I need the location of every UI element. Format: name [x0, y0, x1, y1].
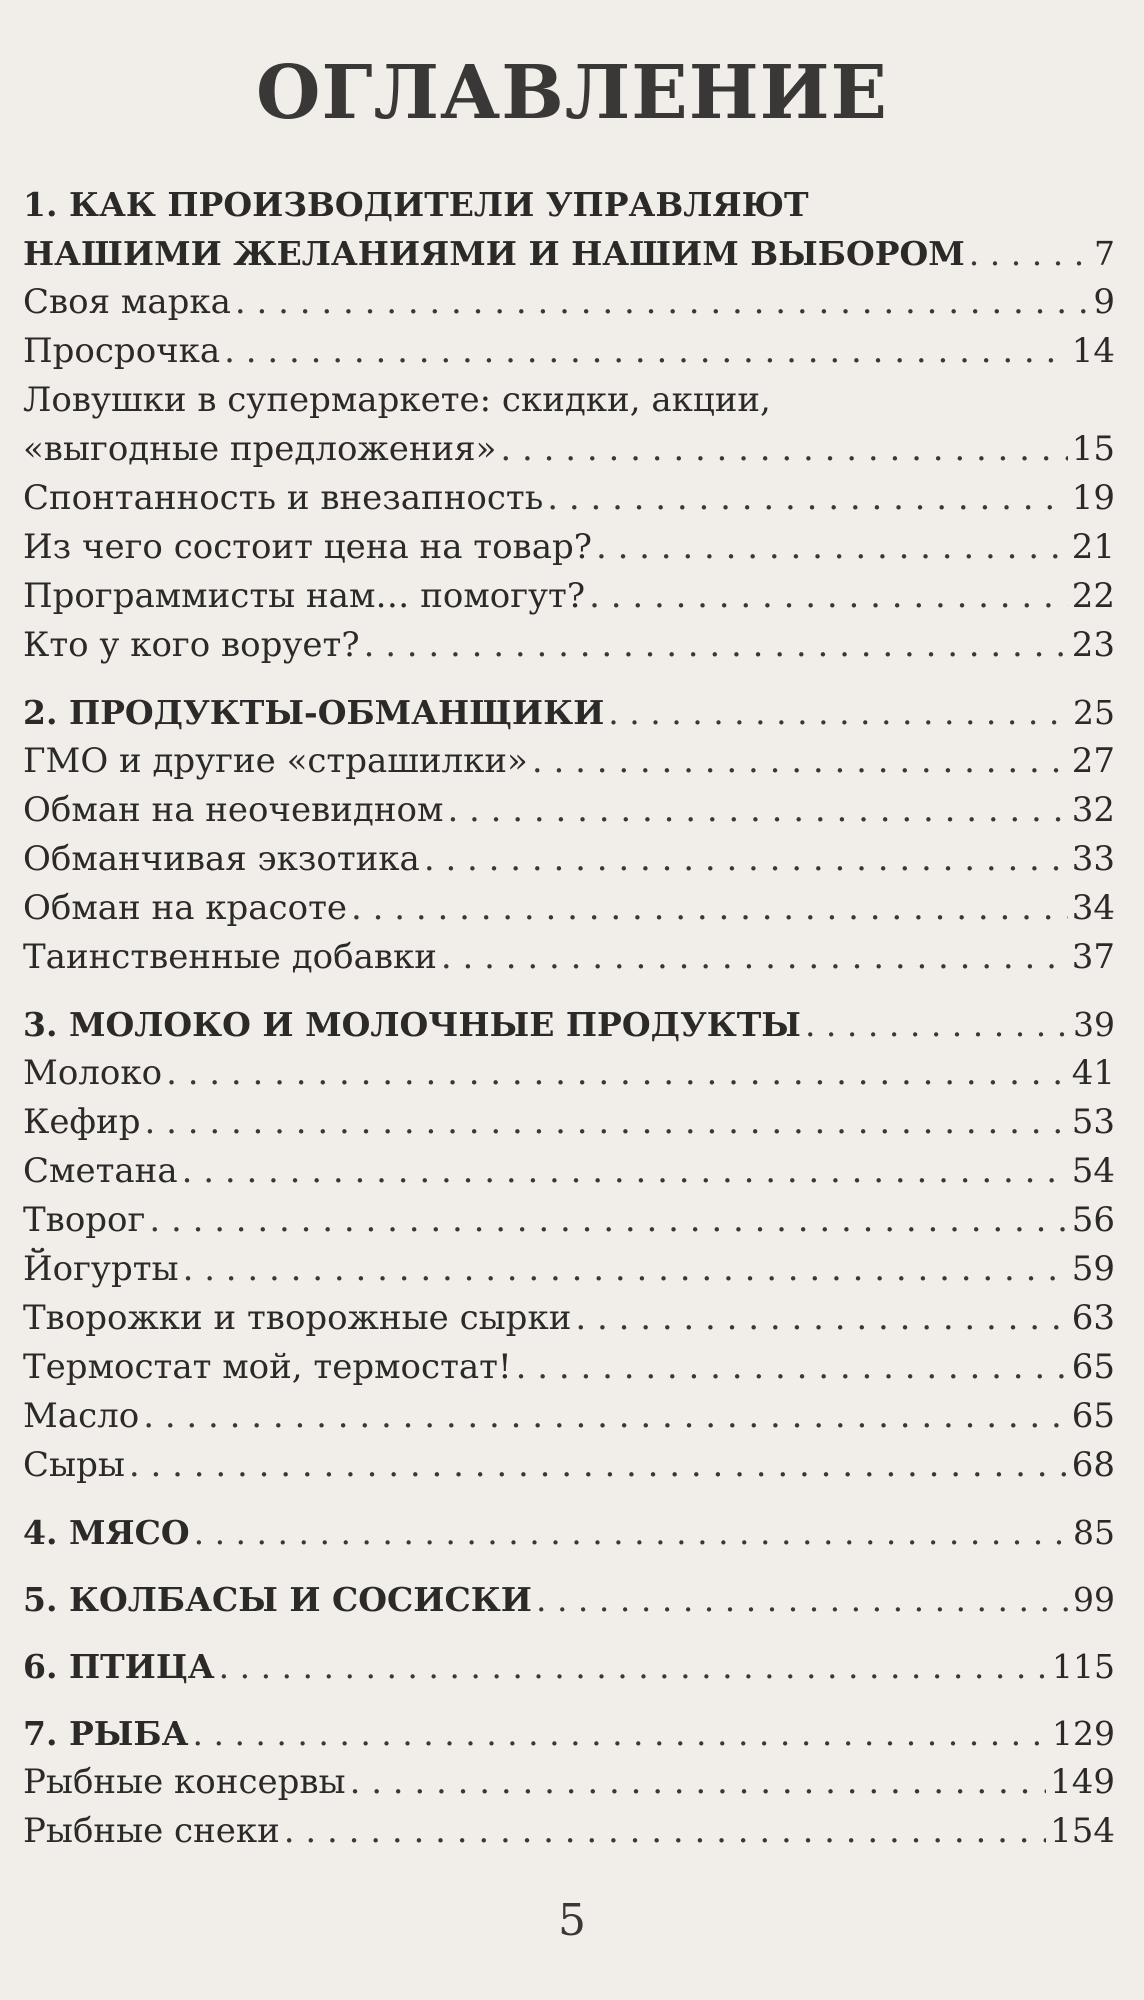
dot-leader [351, 884, 1068, 933]
dot-leader [166, 1049, 1068, 1098]
toc-chapter-title: 2. ПРОДУКТЫ-ОБМАНЩИКИ [23, 693, 605, 732]
toc-chapter-title: 5. КОЛБАСЫ И СОСИСКИ [23, 1580, 532, 1619]
toc-page-number: 33 [1071, 839, 1115, 879]
toc-entry-row [23, 1807, 1115, 1856]
toc-page-number: 34 [1071, 888, 1115, 928]
toc-chapter-row [23, 1000, 1115, 1049]
toc-entry-row [23, 523, 1115, 572]
toc-page-number: 39 [1073, 1005, 1115, 1044]
toc-entry-row [23, 1392, 1115, 1441]
toc-page-number: 65 [1071, 1347, 1115, 1387]
toc-entry-title: Ловушки в супермаркете: скидки, акции, [23, 380, 771, 420]
toc-entry-row [23, 1147, 1115, 1196]
toc-entry-row [23, 1245, 1115, 1294]
dot-leader [143, 1392, 1068, 1441]
toc-entry-title: Спонтанность и внезапность [23, 478, 544, 518]
toc-entry-row [23, 737, 1115, 786]
toc-entry-title: Термостат мой, термостат! [23, 1347, 512, 1387]
toc-page-number: 56 [1071, 1200, 1115, 1240]
toc-entry-row [23, 278, 1115, 327]
toc-entry-row [23, 1343, 1115, 1392]
dot-leader [224, 327, 1068, 376]
toc-entry-title: Обман на красоте [23, 888, 347, 928]
toc-entry-row [23, 835, 1115, 884]
toc-page-number: 65 [1071, 1396, 1115, 1436]
toc-chapter-title: 3. МОЛОКО И МОЛОЧНЫЕ ПРОДУКТЫ [23, 1005, 801, 1044]
toc-entry-row [23, 572, 1115, 621]
toc-page-number: 54 [1071, 1151, 1115, 1191]
toc-page-number: 63 [1071, 1298, 1115, 1338]
dot-leader [194, 1508, 1069, 1557]
toc-entry-title: Кефир [23, 1102, 141, 1142]
toc-entry-row [23, 1098, 1115, 1147]
toc-page-number: 149 [1050, 1762, 1115, 1802]
toc-entry-title: Обманчивая экзотика [23, 839, 420, 879]
toc-entry-title: Кто у кого ворует? [23, 625, 360, 665]
toc-entry-title: Молоко [23, 1053, 163, 1093]
toc-page-number: 22 [1071, 576, 1115, 616]
dot-leader [424, 835, 1068, 884]
dot-leader [182, 1147, 1068, 1196]
toc-entry-row [23, 933, 1115, 982]
toc-page-number: 25 [1073, 693, 1115, 732]
toc-chapter-title: 4. МЯСО [23, 1513, 190, 1552]
dot-leader [805, 1000, 1069, 1049]
toc-entry-row [23, 376, 1115, 425]
dot-leader [219, 1642, 1048, 1691]
dot-leader [192, 1709, 1048, 1758]
toc-entry-row [23, 425, 1115, 474]
toc-entry-row [23, 1294, 1115, 1343]
toc-chapter-title: НАШИМИ ЖЕЛАНИЯМИ И НАШИМ ВЫБОРОМ [23, 234, 965, 273]
toc-entry-title: Сыры [23, 1445, 125, 1485]
dot-leader [447, 786, 1067, 835]
dot-leader [441, 933, 1068, 982]
toc-page-number: 85 [1073, 1513, 1115, 1552]
toc-page-number: 129 [1052, 1714, 1115, 1753]
dot-leader [284, 1807, 1046, 1856]
toc-entry-title: Творог [23, 1200, 146, 1240]
toc-chapter-row [23, 688, 1115, 737]
toc-page-number: 154 [1050, 1811, 1115, 1851]
toc-entry-row [23, 621, 1115, 670]
dot-leader [589, 572, 1068, 621]
toc-entry-row [23, 1049, 1115, 1098]
dot-leader [532, 737, 1068, 786]
toc-chapter-row [23, 1642, 1115, 1691]
toc-page-number: 27 [1071, 741, 1115, 781]
toc-page-number: 115 [1052, 1647, 1115, 1686]
page-title: ОГЛАВЛЕНИЕ [256, 50, 888, 136]
toc-entry-title: «выгодные предложения» [23, 429, 497, 469]
toc-chapter-row [23, 229, 1115, 278]
toc-page-number: 21 [1071, 527, 1115, 567]
toc-entry-title: Просрочка [23, 331, 221, 371]
toc-chapter-row [23, 1508, 1115, 1557]
toc-entry-row [23, 474, 1115, 523]
page-number: 5 [558, 1895, 586, 1946]
toc-entry-title: Йогурты [23, 1249, 179, 1289]
toc-page-number: 32 [1071, 790, 1115, 830]
toc-entry-title: Программисты нам… помогут? [23, 576, 586, 616]
toc-entry-title: Сметана [23, 1151, 178, 1191]
toc-chapter-row [23, 180, 1115, 229]
dot-leader [364, 621, 1068, 670]
table-of-contents [23, 180, 1115, 1856]
toc-entry-row [23, 1758, 1115, 1807]
toc-entry-row [23, 786, 1115, 835]
dot-leader [149, 1196, 1067, 1245]
toc-chapter-title: 6. ПТИЦА [23, 1647, 215, 1686]
toc-entry-row [23, 884, 1115, 933]
toc-page-number: 41 [1071, 1053, 1115, 1093]
dot-leader [596, 523, 1068, 572]
toc-page-number: 14 [1071, 331, 1115, 371]
dot-leader [183, 1245, 1068, 1294]
dot-leader [350, 1758, 1047, 1807]
toc-entry-title: Своя марка [23, 282, 231, 322]
toc-page-number: 53 [1071, 1102, 1115, 1142]
toc-entry-title: Обман на неочевидном [23, 790, 444, 830]
dot-leader [608, 688, 1069, 737]
toc-page-number: 23 [1071, 625, 1115, 665]
dot-leader [516, 1343, 1068, 1392]
toc-entry-row [23, 327, 1115, 376]
toc-entry-title: Из чего состоит цена на товар? [23, 527, 592, 567]
dot-leader [144, 1098, 1067, 1147]
dot-leader [536, 1575, 1069, 1624]
toc-chapter-title: 7. РЫБА [23, 1714, 189, 1753]
toc-page-number: 37 [1071, 937, 1115, 977]
toc-entry-row [23, 1196, 1115, 1245]
toc-page-number: 15 [1071, 429, 1115, 469]
dot-leader [969, 229, 1090, 278]
toc-entry-title: Таинственные добавки [23, 937, 437, 977]
toc-entry-title: Рыбные консервы [23, 1762, 346, 1802]
dot-leader [235, 278, 1089, 327]
toc-page-number: 99 [1073, 1580, 1115, 1619]
toc-page-number: 68 [1071, 1445, 1115, 1485]
toc-chapter-row [23, 1709, 1115, 1758]
toc-page-number: 9 [1093, 282, 1115, 322]
dot-leader [500, 425, 1067, 474]
dot-leader [129, 1441, 1068, 1490]
toc-entry-row [23, 1441, 1115, 1490]
toc-entry-title: ГМО и другие «страшилки» [23, 741, 528, 781]
toc-page-number: 59 [1071, 1249, 1115, 1289]
toc-page-number: 7 [1094, 234, 1115, 273]
dot-leader [575, 1294, 1067, 1343]
toc-entry-title: Масло [23, 1396, 140, 1436]
toc-entry-title: Творожки и творожные сырки [23, 1298, 572, 1338]
toc-page-number: 19 [1071, 478, 1115, 518]
toc-chapter-row [23, 1575, 1115, 1624]
toc-entry-title: Рыбные снеки [23, 1811, 280, 1851]
toc-chapter-title: 1. КАК ПРОИЗВОДИТЕЛИ УПРАВЛЯЮТ [23, 185, 809, 224]
dot-leader [547, 474, 1068, 523]
